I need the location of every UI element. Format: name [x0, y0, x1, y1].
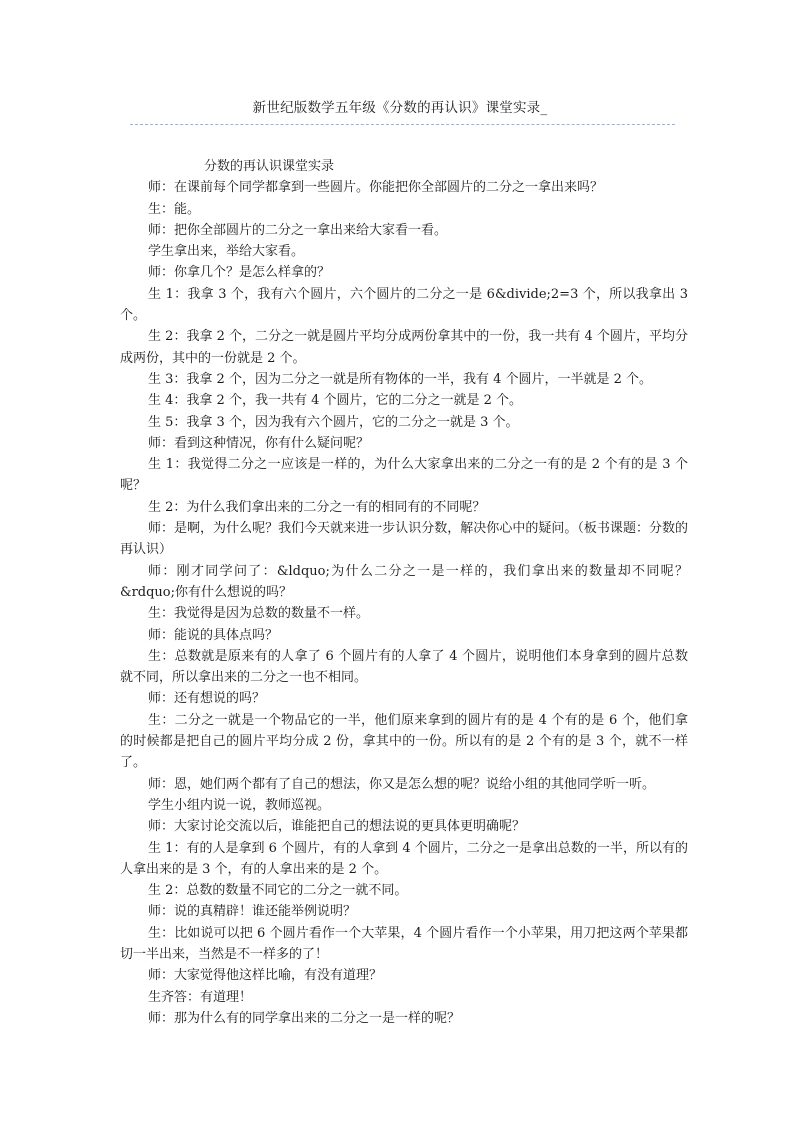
paragraph: 师：你拿几个？是怎么样拿的？ [148, 265, 331, 281]
document-header-title: 新世纪版数学五年级《分数的再认识》课堂实录_ [252, 100, 548, 116]
document-body [120, 156, 688, 1029]
paragraph: 师：刚才同学问了：&ldquo;为什么二分之一是一样的，我们拿出来的数量却不同呢？&rdquo;你有什么想说的吗？ [120, 563, 688, 600]
paragraph: 生 3：我拿 2 个，因为二分之一就是所有物体的一半，我有 4 个圆片，一半就是 2 个。 [148, 371, 653, 387]
paragraph: 学生拿出来，举给大家看。 [148, 244, 305, 260]
paragraph: 生 5：我拿 3 个，因为我有六个圆片，它的二分之一就是 3 个。 [148, 414, 519, 430]
paragraph: 生：总数就是原来有的人拿了 6 个圆片有的人拿了 4 个圆片，说明他们本身拿到的圆片总数就不同，所以拿出来的二分之一也不相同。 [120, 648, 688, 686]
paragraph: 师：大家讨论交流以后，谁能把自己的想法说的更具体更明确呢？ [148, 819, 526, 835]
paragraph: 生 1：我觉得二分之一应该是一样的，为什么大家拿出来的二分之一有的是 2 个有的是 3 个呢？ [120, 457, 688, 494]
paragraph: 生：二分之一就是一个物品它的一半，他们原来拿到的圆片有的是 4 个有的是 6 个，他们拿的时候都是把自己的圆片平均分成 2 份，拿其中的一份。所以有的是 2 个有的是 3 个，就不一样了。 [120, 712, 688, 771]
paragraph: 生 2：总数的数量不同它的二分之一就不同。 [148, 883, 408, 899]
paragraph: 师：那为什么有的同学拿出来的二分之一是一样的呢？ [148, 1010, 461, 1026]
paragraph: 师：大家觉得他这样比喻，有没有道理？ [148, 968, 383, 984]
header-divider [130, 124, 675, 125]
paragraph: 生：比如说可以把 6 个圆片看作一个大苹果，4 个圆片看作一个小苹果，用刀把这两个苹果都切一半出来，当然是不一样多的了！ [120, 925, 688, 962]
paragraph: 生齐答：有道理！ [148, 989, 253, 1005]
paragraph: 生 1：有的人是拿到 6 个圆片，有的人拿到 4 个圆片，二分之一是拿出总数的一半，所以有的人拿出来的是 3 个，有的人拿出来的是 2 个。 [120, 840, 688, 877]
paragraph: 学生小组内说一说，教师巡视。 [148, 797, 331, 813]
paragraph: 生：能。 [148, 201, 201, 217]
paragraph: 生 4：我拿 2 个，我一共有 4 个圆片，它的二分之一就是 2 个。 [148, 393, 523, 409]
paragraph: 生 2：为什么我们拿出来的二分之一有的相同有的不同呢？ [148, 499, 486, 515]
paragraph: 师：说的真精辟！谁还能举例说明？ [148, 904, 357, 920]
paragraph: 师：恩，她们两个都有了自己的想法，你又是怎么想的呢？说给小组的其他同学听一听。 [148, 776, 656, 792]
paragraph: 师：还有想说的吗？ [148, 691, 266, 707]
paragraph: 师：看到这种情况，你有什么疑问呢？ [148, 435, 370, 451]
paragraph: 生 2：我拿 2 个，二分之一就是圆片平均分成两份拿其中的一份，我一共有 4 个圆片，平均分成两份，其中的一份就是 2 个。 [120, 329, 688, 366]
paragraph: 生：我觉得是因为总数的数量不一样。 [148, 606, 370, 622]
paragraph: 师：能说的具体点吗？ [148, 627, 279, 643]
paragraph: 师：把你全部圆片的二分之一拿出来给大家看一看。 [148, 222, 448, 238]
paragraph: 生 1：我拿 3 个，我有六个圆片，六个圆片的二分之一是 6&divide;2=3 个，所以我拿出 3 个。 [120, 286, 688, 324]
paragraph: 师：在课前每个同学都拿到一些圆片。你能把你全部圆片的二分之一拿出来吗？ [148, 180, 604, 196]
paragraph: 师：是啊，为什么呢？我们今天就来进一步认识分数，解决你心中的疑问。（板书课题：分数的再认识） [120, 521, 688, 558]
document-subtitle: 分数的再认识课堂实录 [204, 159, 335, 174]
